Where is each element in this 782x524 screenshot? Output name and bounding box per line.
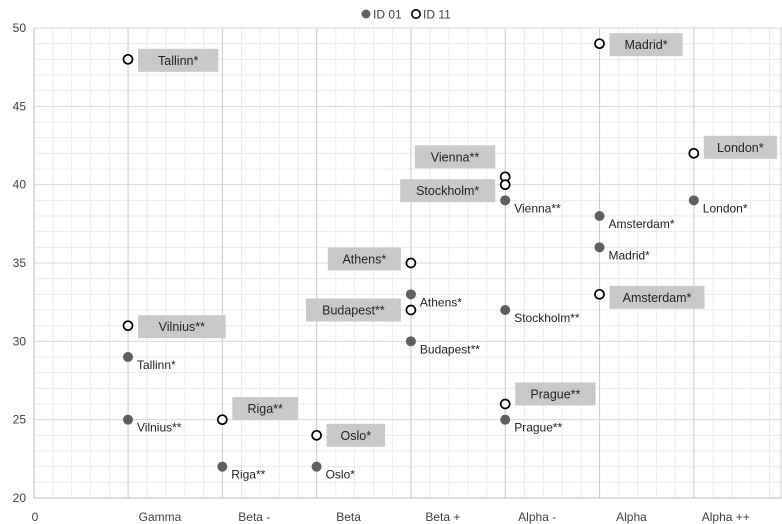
point-label-id01: Oslo* <box>325 467 355 482</box>
point-id11 <box>406 306 415 315</box>
x-tick-label: Gamma <box>138 510 182 524</box>
point-id01 <box>406 336 416 346</box>
point-id11 <box>689 149 698 158</box>
x-tick-label: Alpha <box>616 510 647 524</box>
point-id11 <box>501 180 510 189</box>
x-tick-label: Beta <box>336 510 361 524</box>
point-label-id01: Madrid* <box>608 248 650 263</box>
x-tick-label: Alpha - <box>518 510 557 524</box>
point-label-id01: London* <box>702 201 748 216</box>
y-tick-label: 50 <box>12 21 26 35</box>
y-tick-label: 35 <box>12 256 26 270</box>
point-label-id11: Oslo* <box>340 428 372 443</box>
point-id01 <box>500 195 510 205</box>
x-tick-label: Beta + <box>425 510 461 524</box>
point-id11 <box>595 290 604 299</box>
point-label-id01: Amsterdam* <box>608 217 675 231</box>
point-id01 <box>689 195 699 205</box>
y-tick-label: 45 <box>12 99 26 114</box>
point-label-id11: Prague** <box>530 387 581 402</box>
point-id11 <box>124 321 133 330</box>
y-axis-ticks <box>13 21 27 505</box>
point-label-id11: Stockholm* <box>416 184 480 199</box>
legend-marker-filled <box>362 10 371 19</box>
legend-marker-hollow <box>412 10 420 18</box>
point-id01 <box>500 305 510 315</box>
point-id01 <box>595 211 605 221</box>
y-tick-label: 25 <box>12 412 26 427</box>
point-label-id11: Vienna** <box>430 150 480 165</box>
point-id01 <box>123 352 133 362</box>
point-label-id01: Budapest** <box>419 342 480 357</box>
point-id11 <box>501 400 510 409</box>
y-tick-label: 40 <box>12 177 26 192</box>
point-id11 <box>595 39 604 48</box>
point-labels <box>137 33 777 482</box>
point-label-id01: Riga** <box>231 467 266 482</box>
point-id11 <box>218 415 227 424</box>
point-label-id01: Prague** <box>514 420 563 435</box>
point-label-id01: Vienna** <box>514 201 561 216</box>
point-id01 <box>406 289 416 299</box>
point-label-id01: Athens* <box>419 295 462 310</box>
point-label-id11: Athens* <box>342 252 387 267</box>
point-label-id11: Riga** <box>247 402 283 417</box>
point-label-id11: Madrid* <box>624 38 668 53</box>
point-id01 <box>123 415 133 425</box>
y-tick-label: 30 <box>12 334 26 349</box>
point-label-id11: Amsterdam* <box>622 290 692 305</box>
point-id01 <box>595 242 605 252</box>
legend-label: ID 01 <box>373 7 402 22</box>
x-tick-label: Beta - <box>238 510 271 524</box>
y-tick-label: 20 <box>12 491 26 505</box>
point-label-id11: Vilnius** <box>158 320 206 335</box>
legend <box>362 8 452 22</box>
point-id01 <box>500 415 510 425</box>
point-id11 <box>124 55 133 64</box>
point-label-id11: London* <box>717 140 764 155</box>
point-id01 <box>217 462 227 472</box>
point-label-id01: Vilnius** <box>137 420 182 435</box>
point-label-id01: Tallinn* <box>137 358 176 372</box>
legend-label: ID 11 <box>423 7 451 22</box>
point-id01 <box>312 462 322 472</box>
point-id11 <box>406 259 415 268</box>
point-label-id11: Budapest** <box>322 303 385 318</box>
x-origin-label: 0 <box>31 510 39 524</box>
point-id11 <box>312 431 321 440</box>
point-label-id11: Tallinn* <box>158 53 199 68</box>
point-label-id01: Stockholm** <box>514 311 580 325</box>
x-axis-ticks <box>32 510 750 524</box>
x-tick-label: Alpha ++ <box>701 510 750 524</box>
